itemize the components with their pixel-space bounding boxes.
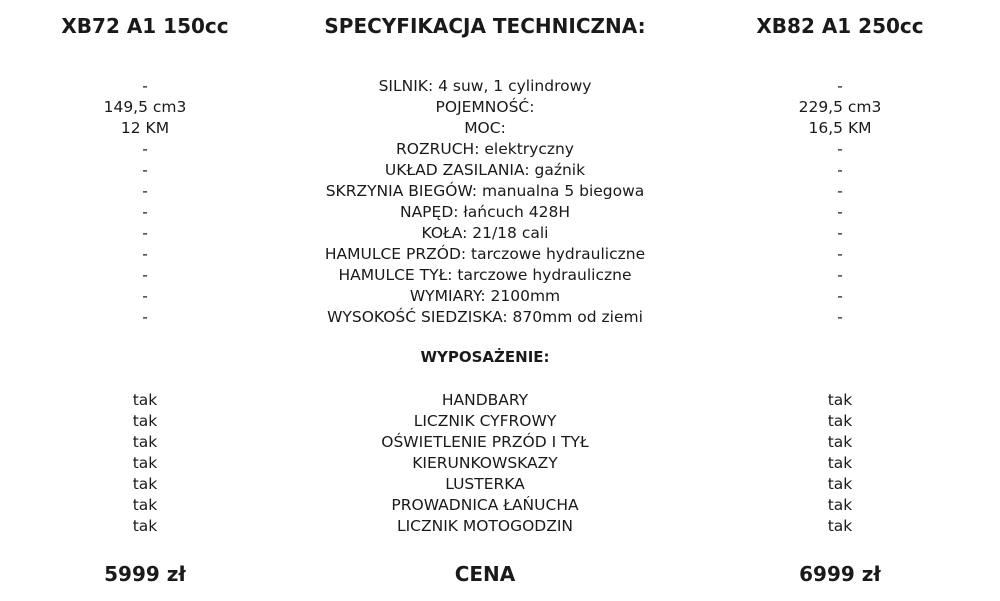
spec-row (0, 76, 1000, 97)
right-value: - (837, 224, 843, 242)
row-label: HAMULCE PRZÓD: tarczowe hydrauliczne (324, 245, 646, 263)
price-footer (0, 558, 1000, 590)
spec-row (0, 118, 1000, 139)
spec-row (0, 139, 1000, 160)
left-value: - (142, 287, 148, 305)
equipment-row (0, 495, 1000, 516)
right-value: - (837, 203, 843, 221)
row-label: LICZNIK CYFROWY (413, 412, 557, 430)
equipment-row (0, 411, 1000, 432)
right-value: tak (827, 412, 853, 430)
row-label: WYMIARY: 2100mm (409, 287, 561, 305)
left-value: tak (132, 454, 158, 472)
right-value: 229,5 cm3 (798, 98, 882, 116)
spec-row (0, 181, 1000, 202)
right-value: - (837, 245, 843, 263)
right-value: - (837, 182, 843, 200)
left-value: - (142, 203, 148, 221)
right-value: - (837, 140, 843, 158)
equipment-row (0, 474, 1000, 495)
right-value: tak (827, 517, 853, 535)
row-label: KOŁA: 21/18 cali (421, 224, 549, 242)
spec-header (0, 10, 1000, 42)
spec-row (0, 160, 1000, 181)
spec-row (0, 97, 1000, 118)
spec-row (0, 307, 1000, 328)
right-value: - (837, 161, 843, 179)
right-model-title: XB82 A1 250cc (756, 14, 924, 38)
row-label: LUSTERKA (445, 475, 525, 493)
left-value: - (142, 266, 148, 284)
row-label: NAPĘD: łańcuch 428H (399, 203, 570, 221)
left-value: 149,5 cm3 (103, 98, 187, 116)
equipment-section (0, 346, 1000, 368)
spec-row (0, 202, 1000, 223)
equipment-row (0, 453, 1000, 474)
left-value: tak (132, 517, 158, 535)
left-value: - (142, 140, 148, 158)
price-label: CENA (454, 562, 516, 586)
right-value: - (837, 266, 843, 284)
row-label: KIERUNKOWSKAZY (412, 454, 558, 472)
equipment-row (0, 516, 1000, 537)
left-value: - (142, 224, 148, 242)
right-value: tak (827, 433, 853, 451)
row-label: OŚWIETLENIE PRZÓD I TYŁ (381, 433, 589, 451)
right-value: tak (827, 475, 853, 493)
row-label: HANDBARY (441, 391, 529, 409)
left-value: - (142, 245, 148, 263)
right-value: - (837, 287, 843, 305)
row-label: POJEMNOŚĆ: (435, 98, 535, 116)
left-value: - (142, 161, 148, 179)
right-value: 16,5 KM (808, 119, 872, 137)
spec-row (0, 244, 1000, 265)
left-value: tak (132, 412, 158, 430)
row-label: HAMULCE TYŁ: tarczowe hydrauliczne (338, 266, 632, 284)
row-label: UKŁAD ZASILANIA: gaźnik (384, 161, 586, 179)
left-value: 12 KM (120, 119, 170, 137)
left-value: tak (132, 496, 158, 514)
left-value: tak (132, 433, 158, 451)
left-value: tak (132, 475, 158, 493)
row-label: SKRZYNIA BIEGÓW: manualna 5 biegowa (325, 182, 645, 200)
right-value: - (837, 77, 843, 95)
right-price: 6999 zł (799, 562, 881, 586)
left-value: - (142, 308, 148, 326)
row-label: SILNIK: 4 suw, 1 cylindrowy (378, 77, 592, 95)
left-model-title: XB72 A1 150cc (61, 14, 229, 38)
right-value: tak (827, 454, 853, 472)
row-label: ROZRUCH: elektryczny (396, 140, 574, 158)
spec-row (0, 223, 1000, 244)
right-value: - (837, 308, 843, 326)
row-label: PROWADNICA ŁAŃUCHA (391, 496, 579, 514)
spec-row (0, 286, 1000, 307)
right-value: tak (827, 391, 853, 409)
left-price: 5999 zł (104, 562, 186, 586)
right-value: tak (827, 496, 853, 514)
spec-row (0, 265, 1000, 286)
row-label: MOC: (464, 119, 506, 137)
left-value: - (142, 182, 148, 200)
row-label: LICZNIK MOTOGODZIN (396, 517, 574, 535)
equipment-row (0, 432, 1000, 453)
left-value: - (142, 77, 148, 95)
left-value: tak (132, 391, 158, 409)
equipment-title: WYPOSAŻENIE: (420, 348, 550, 366)
row-label: WYSOKOŚĆ SIEDZISKA: 870mm od ziemi (327, 308, 643, 326)
spec-title: SPECYFIKACJA TECHNICZNA: (324, 14, 646, 38)
equipment-row (0, 390, 1000, 411)
